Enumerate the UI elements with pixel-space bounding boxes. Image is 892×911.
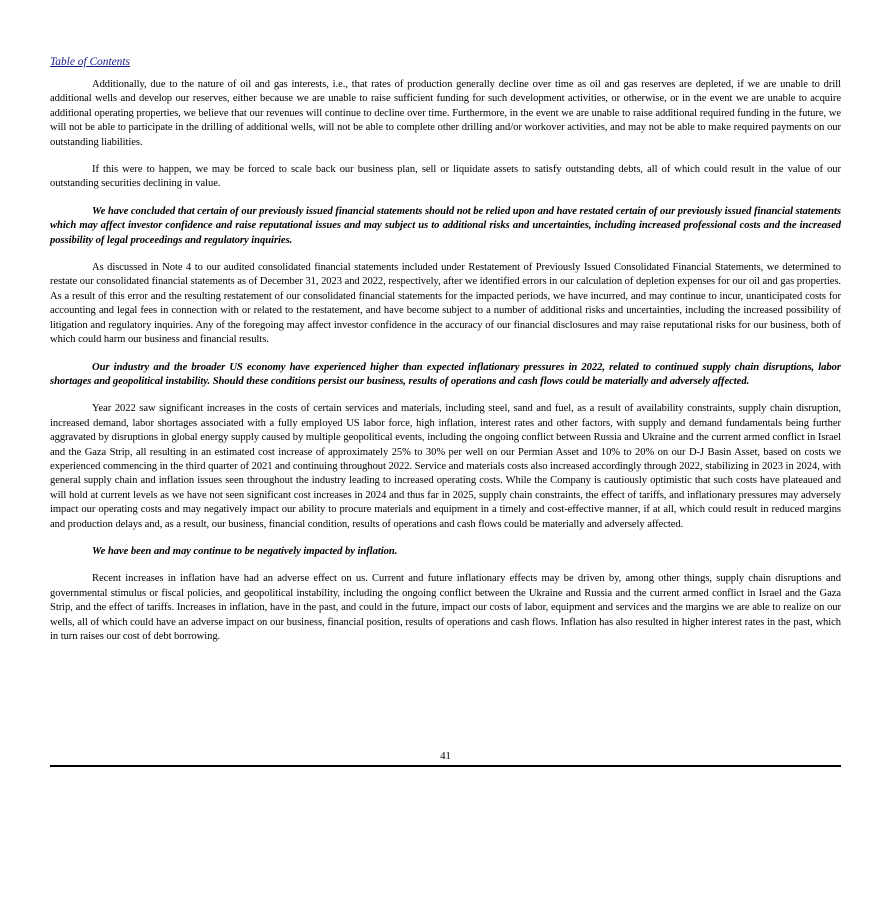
table-of-contents-link[interactable]: Table of Contents — [50, 56, 130, 68]
risk-heading-restatement: We have concluded that certain of our previously issued financial statements should not be relied upon and have restated certain of our previously issued financial statements which may affect investor confidence and raise reputational issues and may subject us to additional risks and uncertainties, including increased professional costs and the increased possibility of legal proceedings and regulatory inquiries. — [50, 205, 841, 246]
paragraph-production-decline: Additionally, due to the nature of oil and gas interests, i.e., that rates of production generally decline over time as oil and gas reserves are depleted, if we are unable to drill additional wells and develop our reserves, either because we are unable to raise sufficient funding for such development activities, or otherwise, or in the event we are unable to acquire additional operating properties, we believe that our revenues will continue to decline over time. Furthermore, in the event we are unable to raise additional required funding in the future, we will not be able to participate in the drilling of additional wells, will not be able to complete other drilling and/or workover activities, and may not be able to make required payments on our outstanding liabilities. — [50, 79, 841, 148]
risk-heading-inflation: We have been and may continue to be negatively impacted by inflation. — [92, 545, 398, 557]
risk-heading-inflationary-pressures: Our industry and the broader US economy have experienced higher than expected inflationary pressures in 2022, related to continued supply chain disruptions, labor shortages and geopolitical instability. Should these conditions persist our business, results of operations and cash flows could be materially and adversely affected. — [50, 361, 841, 387]
footer-divider — [50, 765, 841, 767]
document-page — [50, 52, 841, 644]
paragraph-scale-back: If this were to happen, we may be forced to scale back our business plan, sell or liquidate assets to satisfy outstanding debts, all of which could result in the value of our outstanding securities declining in value. — [50, 164, 841, 190]
paragraph-cost-increases: Year 2022 saw significant increases in the costs of certain services and materials, including steel, sand and fuel, as a result of availability constraints, supply chain disruption, increased demand, labor shortages associated with a fully employed US labor force, high inflation, interest rates and other factors, with supply and demand fundamentals being further aggravated by disruptions in global energy supply caused by multiple geopolitical events, including the ongoing conflict between Russia and Ukraine and the current armed conflict in Israel and the Gaza Strip, all resulting in an estimated cost increase of approximately 25% to 30% per well on our Permian Asset and 10% to 20% on our D-J Basin Asset, based on costs we experienced commencing in the third quarter of 2021 and continuing throughout 2022. Service and materials costs also increased accordingly through 2022, stabilizing in 2023 in 2024, with general supply chain and inflation issues seen throughout the industry leading to increased operating costs. While the Company is cautiously optimistic that such costs have plateaued and will hold at current levels as we have not seen significant cost increases in 2024 and thus far in 2025, supply chain constraints, the effect of tariffs, and inflationary pressures may adversely impact our operating costs and may negatively impact our ability to procure materials and equipment in a timely and cost-effective manner, if at all, which could result in reduced margins and production delays and, as a result, our business, financial condition, results of operations and cash flows could be materially and adversely affected. — [50, 403, 841, 530]
paragraph-restatement: As discussed in Note 4 to our audited consolidated financial statements included under Restatement of Previously Issued Consolidated Financial Statements, we determined to restate our consolidated financial statements as of December 31, 2023 and 2022, respectively, after we identified errors in our calculation of depletion expenses for our oil and gas properties. As a result of this error and the resulting restatement of our consolidated financial statements for the impacted periods, we have incurred, and may continue to incur, unanticipated costs for accounting and legal fees in connection with or related to the restatement, and have become subject to a number of additional risks and uncertainties, including the increased possibility of litigation and regulatory inquiries. Any of the foregoing may affect investor confidence in the accuracy of our financial disclosures and may raise reputational risks for our business, both of which could harm our business and financial results. — [50, 262, 841, 346]
page-number: 41 — [440, 751, 451, 762]
paragraph-inflation-effects: Recent increases in inflation have had an adverse effect on us. Current and future inflationary effects may be driven by, among other things, supply chain disruptions and governmental stimulus or fiscal policies, and geopolitical instability, including the ongoing conflict between the Ukraine and Russia and the current armed conflict in Israel and the Gaza Strip, and the effect of tariffs. Increases in inflation, have in the past, and could in the future, impact our costs of labor, equipment and services and the margins we are able to realize on our wells, all of which could have an adverse impact on our business, financial position, results of operations and cash flows. Inflation has also resulted in higher interest rates in the past, which in turn raises our cost of debt borrowing. — [50, 573, 841, 642]
